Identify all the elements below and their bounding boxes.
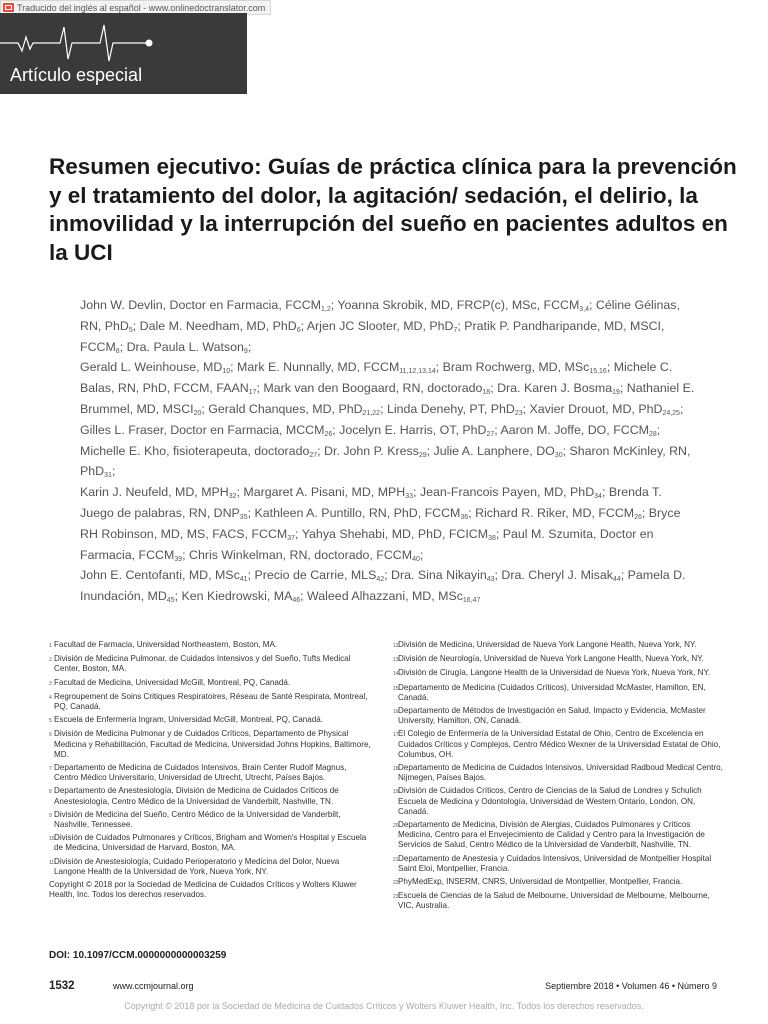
affiliation-text: División de Cuidados Críticos, Centro de Ciencias de la Salud de Londres y Schulich Escuela de Medicina y Odontología, Universidad de Western Ontario, London, ON, Canadá. — [398, 786, 702, 816]
author-name: ; Dr. John P. Kress — [317, 443, 419, 458]
author-name: ; Kathleen A. Puntillo, RN, PhD, FCCM — [247, 505, 461, 520]
author-name: ; — [111, 464, 116, 479]
author-name: ; Chris Winkelman, RN, doctorado, FCCM — [182, 547, 413, 562]
affiliation-ref: 42 — [376, 576, 385, 584]
affiliation-ref: 10 — [222, 368, 231, 376]
affiliation-text: Departamento de Medicina, División de Alergias, Cuidados Pulmonares y Críticos Medicina, Centro para el Envejecimiento de Calidad y Centro para la Investigación de Servicios de Salud, Centro Médico de la Universidad de Vanderbilt, Nashville, TN. — [398, 820, 705, 850]
affiliation-text: Departamento de Medicina (Cuidados Críticos), Universidad McMaster, Hamilton, EN, Canadá. — [398, 682, 706, 702]
affiliation-number: 1 — [49, 643, 52, 649]
author-name: ; Brenda T. Juego de palabras, RN, DNP — [80, 485, 662, 520]
affiliation-number: 2 — [49, 657, 52, 664]
affiliation-ref: 39 — [174, 555, 183, 563]
author-name: ; Paul M. Szumita, Doctor en Farmacia, FCCM — [80, 526, 654, 562]
affiliation-number: 11 — [49, 859, 55, 866]
affiliation-number: 9 — [49, 812, 52, 819]
affiliation-item — [49, 729, 371, 760]
affiliation-number: 4 — [49, 694, 52, 701]
affiliation-ref: 40 — [412, 555, 420, 563]
affiliation-item — [49, 692, 371, 712]
affiliation-ref: 9 — [243, 347, 248, 355]
affiliation-number: 21 — [393, 856, 399, 863]
article-title: Resumen ejecutivo: Guías de práctica clínica para la prevención y el tratamiento del dolor, la agitación/ sedación, el delirio, la inmovilidad y la interrupción del sueño en pacientes adultos en la UCI — [49, 154, 737, 265]
affiliations-right — [393, 640, 723, 915]
affiliation-text: Departamento de Anestesia y Cuidados Intensivos, Universidad de Montpellier Hospital Saint Eloi, Montpellier, Francia. — [398, 853, 712, 873]
affiliation-ref: 45 — [166, 597, 175, 605]
author-name: ; — [247, 339, 252, 354]
affiliation-item — [49, 763, 371, 783]
copyright-notice: Copyright © 2018 por la Sociedad de Medicina de Cuidados Críticos y Wolters Kluwer Health, Inc. Todos los derechos reservados. — [49, 880, 357, 900]
affiliation-text: División de Neurología, Universidad de Nueva York Langone Health, Nueva York, NY. — [398, 654, 704, 664]
author-name: ; Julie A. Lanphere, DO — [426, 443, 555, 458]
affiliation-text: Escuela de Enfermería Ingram, Universidad McGill, Montreal, PQ, Canadá. — [54, 715, 324, 725]
affiliation-ref: 46 — [292, 597, 301, 605]
affiliation-ref: 3,4 — [579, 306, 590, 313]
affiliation-ref: 37 — [287, 534, 296, 542]
affiliation-ref: 1,2 — [321, 306, 331, 313]
author-name: ; Bram Rochwerg, MD, MSc — [435, 360, 590, 375]
affiliation-ref: 6 — [296, 326, 301, 334]
issue-info: Septiembre 2018 • Volumen 46 • Número 9 — [545, 981, 717, 991]
translator-icon — [3, 3, 14, 12]
author-name: ; Mark van den Boogaard, RN, doctorado — [256, 381, 483, 396]
author-name: ; Dra. Karen J. Bosma — [490, 381, 613, 396]
translation-banner-text[interactable]: Traducido del inglés al español - www.onlinedoctranslator.com — [17, 2, 266, 13]
author-name: John E. Centofanti, MD, MSc — [80, 568, 240, 583]
affiliation-number: 18 — [393, 766, 399, 773]
author-name: ; Margaret A. Pisani, MD, MPH — [236, 485, 406, 500]
author-name: ; Waleed Alhazzani, MD, MSc — [300, 589, 463, 604]
affiliation-item — [393, 706, 723, 726]
author-name: ; Pamela D. Inundación, MD — [80, 568, 686, 604]
author-name: ; Michelle E. Kho, fisioterapeuta, doctorado — [80, 422, 661, 458]
affiliation-item — [49, 857, 371, 877]
affiliation-number: 16 — [393, 709, 399, 716]
page-number: 1532 — [49, 980, 75, 992]
affiliation-ref: 33 — [405, 493, 414, 501]
affiliation-text: Facultad de Farmacia, Universidad Northeastern, Boston, MA. — [54, 640, 278, 649]
affiliation-ref: 28 — [648, 430, 657, 438]
affiliation-ref: 41 — [239, 576, 248, 584]
affiliation-text: Departamento de Medicina de Cuidados Intensivos, Universidad Radboud Medical Centro, Nijmegen, Países Bajos. — [398, 763, 723, 783]
affiliation-ref: 29 — [418, 451, 427, 459]
affiliation-ref: 11,12,13,14 — [399, 368, 436, 376]
affiliation-number: 6 — [49, 732, 52, 739]
author-name: ; Michele C. Balas, RN, PhD, FCCM, FAAN — [80, 360, 673, 396]
affiliation-item — [393, 654, 723, 665]
affiliation-item — [393, 854, 723, 874]
affiliation-item — [49, 678, 371, 689]
affiliation-ref: 18 — [482, 389, 491, 397]
author-name: ; Richard R. Riker, MD, FCCM — [468, 505, 635, 520]
author-list — [80, 295, 695, 607]
affiliation-item — [49, 715, 371, 726]
affiliation-text: Departamento de Medicina de Cuidados Intensivos, Brain Center Rudolf Magnus, Centro Médico Universitario, Universidad de Utrecht, Utrecht, Países Bajos. — [54, 763, 347, 783]
affiliation-ref: 8 — [115, 347, 120, 355]
author-name: Karin J. Neufeld, MD, MPH — [80, 485, 229, 500]
affiliation-text: División de Cirugía, Langone Health de la Universidad de Nueva York, Nueva York, NY. — [398, 668, 711, 678]
affiliation-ref: 15,16 — [589, 368, 607, 376]
affiliation-item — [393, 786, 723, 817]
affiliation-ref: 30 — [554, 451, 563, 459]
author-name: ; Arjen JC Slooter, MD, PhD — [300, 318, 454, 333]
affiliation-item — [49, 654, 371, 674]
affiliation-item — [49, 833, 371, 853]
affiliation-ref: 35 — [239, 513, 248, 521]
affiliation-text: División de Medicina Pulmonar, de Cuidados Intensivos y del Sueño, Tufts Medical Center, Boston, MA. — [54, 654, 351, 674]
author-name: ; Precio de Carrie, MLS — [247, 568, 377, 583]
author-name: ; Nathaniel E. Brummel, MD, MSCI — [80, 381, 695, 416]
affiliation-number: 17 — [393, 732, 399, 739]
affiliation-text: Departamento de Anestesiología, División de Medicina de Cuidados Críticos de Anestesiología, Centro Médico de la Universidad de Vanderbilt, Nashville, TN. — [54, 786, 339, 806]
affiliation-item — [393, 683, 723, 703]
author-name: ; Yoanna Skrobik, MD, FRCP(c), MSc, FCCM — [330, 298, 580, 312]
author-name: ; Jocelyn E. Harris, OT, PhD — [332, 422, 487, 437]
affiliation-ref: 26 — [324, 430, 333, 438]
affiliation-item — [393, 668, 723, 679]
affiliation-text: División de Cuidados Pulmonares y Críticos, Brigham and Women's Hospital y Escuela de Medicina, Universidad de Harvard, Boston, MA. — [54, 833, 367, 853]
author-group — [80, 482, 695, 565]
author-name: John W. Devlin, Doctor en Farmacia, FCCM — [80, 298, 321, 312]
doi: DOI: 10.1097/CCM.0000000000003259 — [49, 950, 227, 961]
affiliations-left — [49, 640, 371, 900]
author-name: ; Gilles L. Fraser, Doctor en Farmacia, MCCM — [80, 401, 684, 437]
affiliation-number: 13 — [393, 657, 399, 664]
affiliation-number: 14 — [393, 671, 399, 678]
affiliation-ref: 20 — [193, 409, 202, 417]
affiliation-text: Departamento de Métodos de Investigación en Salud, Impacto y Evidencia, McMaster University, Hamilton, ON, Canadá. — [398, 706, 706, 726]
affiliation-item — [393, 820, 723, 851]
affiliation-ref: 17 — [248, 389, 257, 397]
affiliation-ref: 16,47 — [462, 597, 481, 605]
page-copyright: Copyright © 2018 por la Sociedad de Medicina de Cuidados Críticos y Wolters Kluwer Health, Inc. Todos los derechos reservados. — [124, 1001, 644, 1011]
journal-url[interactable]: www.ccmjournal.org — [113, 981, 194, 991]
author-name: ; Aaron M. Joffe, DO, FCCM — [494, 422, 649, 437]
affiliation-ref: 43 — [486, 576, 495, 584]
affiliation-text: Facultad de Medicina, Universidad McGill, Montreal, PQ, Canadá. — [54, 677, 291, 687]
affiliation-text: Escuela de Ciencias de la Salud de Melbourne, Universidad de Melbourne, Melbourne, VIC, Australia. — [398, 891, 710, 911]
affiliation-ref: 7 — [453, 326, 458, 334]
affiliation-ref: 26 — [634, 513, 642, 521]
affiliation-ref: 32 — [228, 493, 237, 501]
affiliation-text: División de Medicina, Universidad de Nueva York Langone Health, Nueva York, NY. — [398, 640, 697, 649]
affiliation-item — [49, 786, 371, 806]
affiliation-ref: 34 — [594, 493, 602, 501]
author-name: ; Yahya Shehabi, MD, PhD, FCICM — [295, 526, 489, 541]
author-name: Gerald L. Weinhouse, MD — [80, 360, 223, 375]
author-name: ; Xavier Drouot, MD, PhD — [522, 401, 663, 416]
author-name: ; — [419, 547, 424, 562]
author-name: ; Dale M. Needham, MD, PhD — [132, 318, 297, 333]
affiliation-ref: 44 — [612, 576, 621, 584]
author-name: ; Jean-Francois Payen, MD, PhD — [413, 485, 595, 500]
affiliation-number: 10 — [49, 836, 55, 843]
affiliation-ref: 36 — [460, 513, 469, 521]
author-name: ; Dra. Sina Nikayin — [384, 568, 487, 583]
author-group — [80, 565, 695, 607]
affiliation-ref: 24,25 — [662, 409, 680, 417]
author-name: ; Mark E. Nunnally, MD, FCCM — [230, 360, 400, 375]
author-name: ; Sharon McKinley, RN, PhD — [80, 443, 691, 479]
affiliation-number: 20 — [393, 823, 399, 830]
author-group — [80, 357, 695, 482]
affiliation-text: PhyMedExp, INSERM, CNRS, Universidad de Montpellier, Montpellier, Francia. — [398, 877, 683, 887]
affiliation-text: División de Anestesiología, Cuidado Perioperatorio y Medicina del Dolor, Nueva Langone Health de la Universidad de York, Nueva York, NY. — [54, 856, 340, 876]
affiliation-number: 8 — [49, 789, 52, 796]
affiliation-item — [393, 763, 723, 783]
author-name: ; Dra. Cheryl J. Misak — [494, 568, 613, 583]
affiliation-number: 19 — [393, 789, 399, 796]
affiliation-ref: 27 — [486, 430, 495, 438]
affiliation-ref: 5 — [128, 326, 133, 334]
author-name: ; Céline Gélinas, RN, PhD — [80, 298, 680, 333]
affiliation-number: 15 — [393, 685, 399, 692]
author-name: ; Gerald Chanques, MD, PhD — [201, 401, 363, 416]
affiliation-ref: 38 — [488, 534, 496, 542]
affiliation-item — [393, 877, 723, 888]
affiliation-item — [393, 891, 723, 911]
affiliation-ref: 31 — [104, 472, 112, 480]
affiliation-item — [49, 640, 371, 651]
affiliation-text: División de Medicina del Sueño, Centro Médico de la Universidad de Vanderbilt, Nashville, Tennessee. — [54, 809, 341, 830]
affiliation-ref: 23 — [514, 409, 523, 417]
affiliation-number: 22 — [393, 880, 399, 887]
affiliation-number: 5 — [49, 718, 52, 725]
affiliation-text: El Colegio de Enfermería de la Universidad Estatal de Ohio, Centro de Excelencia en Cuidados Críticos y Complejos, Centro Médico Wexner de la Universidad Estatal de Ohio, Columbus, OH. — [398, 729, 721, 759]
affiliation-number: 12 — [393, 643, 399, 649]
affiliation-ref: 27 — [309, 451, 318, 459]
section-banner — [0, 13, 247, 94]
affiliation-number: 3 — [49, 680, 52, 687]
author-name: ; Dra. Paula L. Watson — [119, 339, 244, 354]
author-name: ; Ken Kiedrowski, MA — [174, 589, 293, 604]
author-name: ; Pratik P. Pandharipande, MD, MSCI, FCCM — [80, 318, 665, 354]
page-footer — [49, 980, 717, 994]
affiliation-item — [49, 810, 371, 830]
affiliation-ref: 19 — [612, 389, 620, 397]
author-name: ; Linda Denehy, PT, PhD — [380, 401, 515, 416]
affiliation-number: 7 — [49, 766, 52, 773]
affiliation-text: División de Medicina Pulmonar y de Cuidados Críticos, Departamento de Physical Medicina y Rehabilitación, Facultad de Medicina, Universidad Johns Hopkins, Baltimore, MD. — [54, 729, 371, 759]
affiliation-ref: 21,22 — [362, 409, 381, 417]
author-group — [80, 295, 695, 357]
affiliation-number: 23 — [393, 894, 399, 901]
affiliation-item — [393, 640, 723, 651]
section-label: Artículo especial — [10, 65, 143, 85]
author-name: ; Bryce RH Robinson, MD, MS, FACS, FCCM — [80, 505, 681, 541]
affiliation-text: Regroupement de Soins Critiques Respiratoires, Réseau de Santé Respirata, Montreal, PQ, Canadá. — [54, 691, 368, 712]
affiliation-item — [393, 729, 723, 760]
